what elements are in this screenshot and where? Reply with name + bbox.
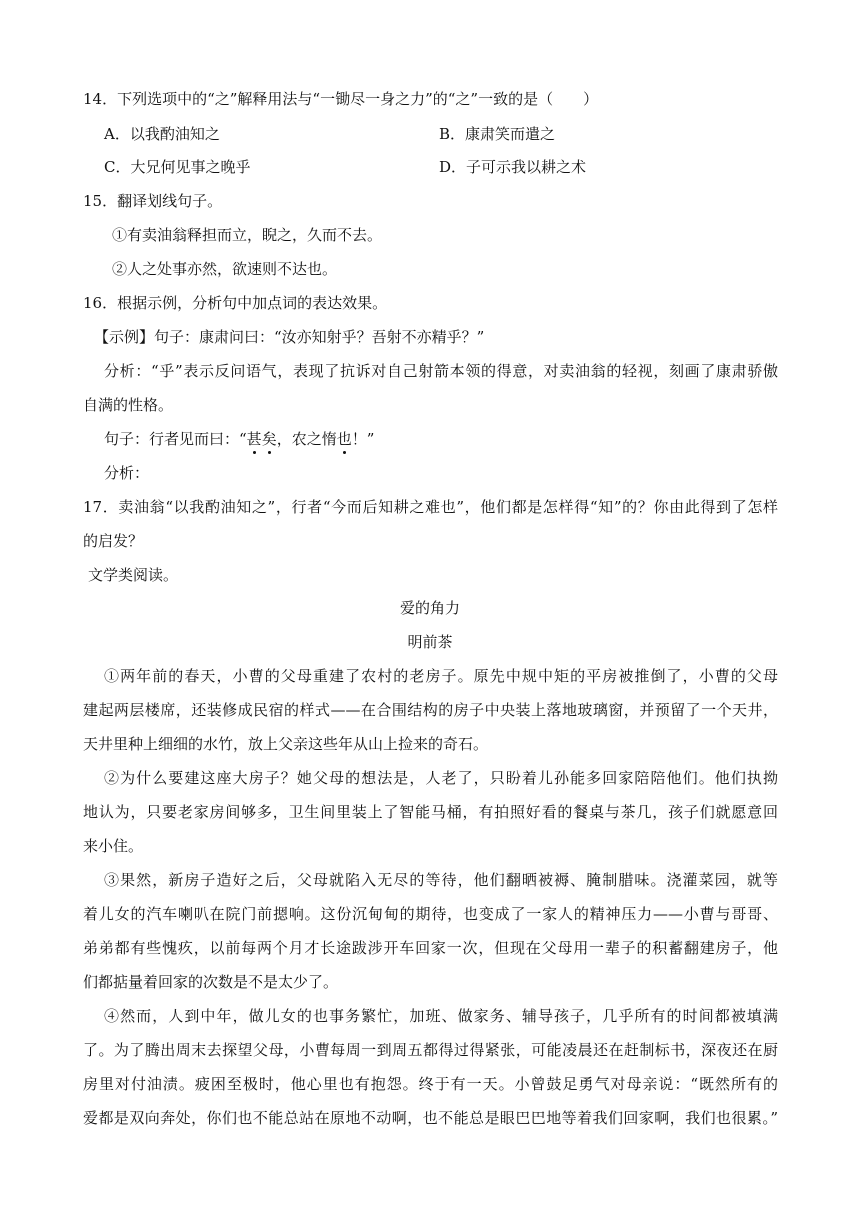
question-17-line-1: 17．卖油翁“以我酌油知之”，行者“今而后知耕之难也”，他们都是怎样得“知”的？你由此得到了怎样: [83, 498, 778, 516]
paragraph-2-line-2: 地认为，只要老家房间够多，卫生间里装上了智能马桶，有拍照好看的餐桌与茶几，孩子们就愿意回: [83, 803, 778, 821]
option-14-a: A．以我酌油知之: [104, 125, 220, 143]
question-15-item-1: ①有卖油翁释担而立，睨之，久而不去。: [112, 226, 383, 244]
sentence-prefix: 句子：行者见而曰：“: [104, 430, 247, 448]
sentence-middle: ，农之惰: [276, 430, 337, 448]
question-15: 15．翻译划线句子。: [83, 192, 223, 210]
option-14-d: D．子可示我以耕之术: [439, 158, 587, 176]
paragraph-3-line-2: 着儿女的汽车喇叭在院门前摁响。这份沉甸甸的期待，也变成了一家人的精神压力——小曹与哥哥、: [83, 905, 778, 923]
question-16-analysis-line-1: 分析：“乎”表示反问语气，表现了抗诉对自己射箭本领的得意，对卖油翁的轻视，刻画了康肃骄傲: [104, 362, 778, 380]
paragraph-2-line-3: 来小住。: [83, 837, 144, 855]
paragraph-1-line-2: 建起两层楼席，还装修成民宿的样式——在合围结构的房子中央装上落地玻璃窗，并预留了一个天井，: [83, 701, 778, 719]
question-16-answer-label: 分析：: [104, 464, 150, 482]
paragraph-4-line-1: ④然而，人到中年，做儿女的也事务繁忙，加班、做家务、辅导孩子，几乎所有的时间都被填满: [104, 1007, 778, 1025]
paragraph-4-line-2: 了。为了腾出周末去探望父母，小曹每周一到周五都得过得紧张，可能凌晨还在赶制标书，深夜还在厨: [83, 1041, 778, 1059]
sentence-suffix: ！”: [351, 430, 375, 448]
dotted-word-1: 甚: [246, 430, 262, 448]
option-14-c: C．大兄何见事之晚乎: [104, 158, 251, 176]
paragraph-4-line-3: 房里对付油渍。疲困至极时，他心里也有抱怨。终于有一天。小曾鼓足勇气对母亲说：“既然所有的: [83, 1075, 778, 1093]
paragraph-1-line-3: 天井里种上细细的水竹，放上父亲这些年从山上捡来的奇石。: [83, 735, 489, 753]
paragraph-4-line-4: 爱都是双向奔处，你们也不能总站在原地不动啊，也不能总是眼巴巴地等着我们回家啊，我们也很累。”: [83, 1109, 778, 1127]
paragraph-3-line-3: 弟弟都有些愧疚，以前每两个月才长途跋涉开车回家一次，但现在父母用一辈子的积蓄翻建房子，他: [83, 939, 778, 957]
paragraph-3-line-4: 们都掂量着回家的次数是不是太少了。: [83, 973, 339, 991]
question-16: 16．根据示例，分析句中加点词的表达效果。: [83, 294, 388, 312]
article-title: 爱的角力: [399, 599, 460, 617]
section-heading: 文学类阅读。: [88, 566, 179, 584]
dotted-word-3: 也: [336, 430, 352, 448]
question-15-item-2: ②人之处事亦然，欲速则不达也。: [112, 260, 338, 278]
question-16-example: 【示例】句子：康肃问曰：“汝亦知射乎？吾射不亦精乎？”: [94, 328, 485, 346]
paragraph-1-line-1: ①两年前的春天，小曹的父母重建了农村的老房子。原先中规中矩的平房被推倒了，小曹的父母: [104, 667, 778, 685]
option-14-b: B．康肃笑而遣之: [439, 125, 556, 143]
paragraph-2-line-1: ②为什么要建这座大房子？她父母的想法是，人老了，只盼着儿孙能多回家陪陪他们。他们执拗: [104, 769, 778, 787]
question-16-sentence: [104, 429, 374, 449]
article-author: 明前茶: [407, 633, 453, 651]
question-17-line-2: 的启发？: [83, 532, 144, 550]
dotted-word-2: 矣: [261, 430, 277, 448]
question-16-analysis-line-2: 自满的性格。: [83, 396, 174, 414]
paragraph-3-line-1: ③果然，新房子造好之后，父母就陷入无尽的等待，他们翻晒被褥、腌制腊味。浇灌菜园，就等: [104, 871, 778, 889]
question-14: 14．下列选项中的“之”解释用法与“一锄尽一身之力”的“之”一致的是（ ）: [83, 90, 599, 108]
